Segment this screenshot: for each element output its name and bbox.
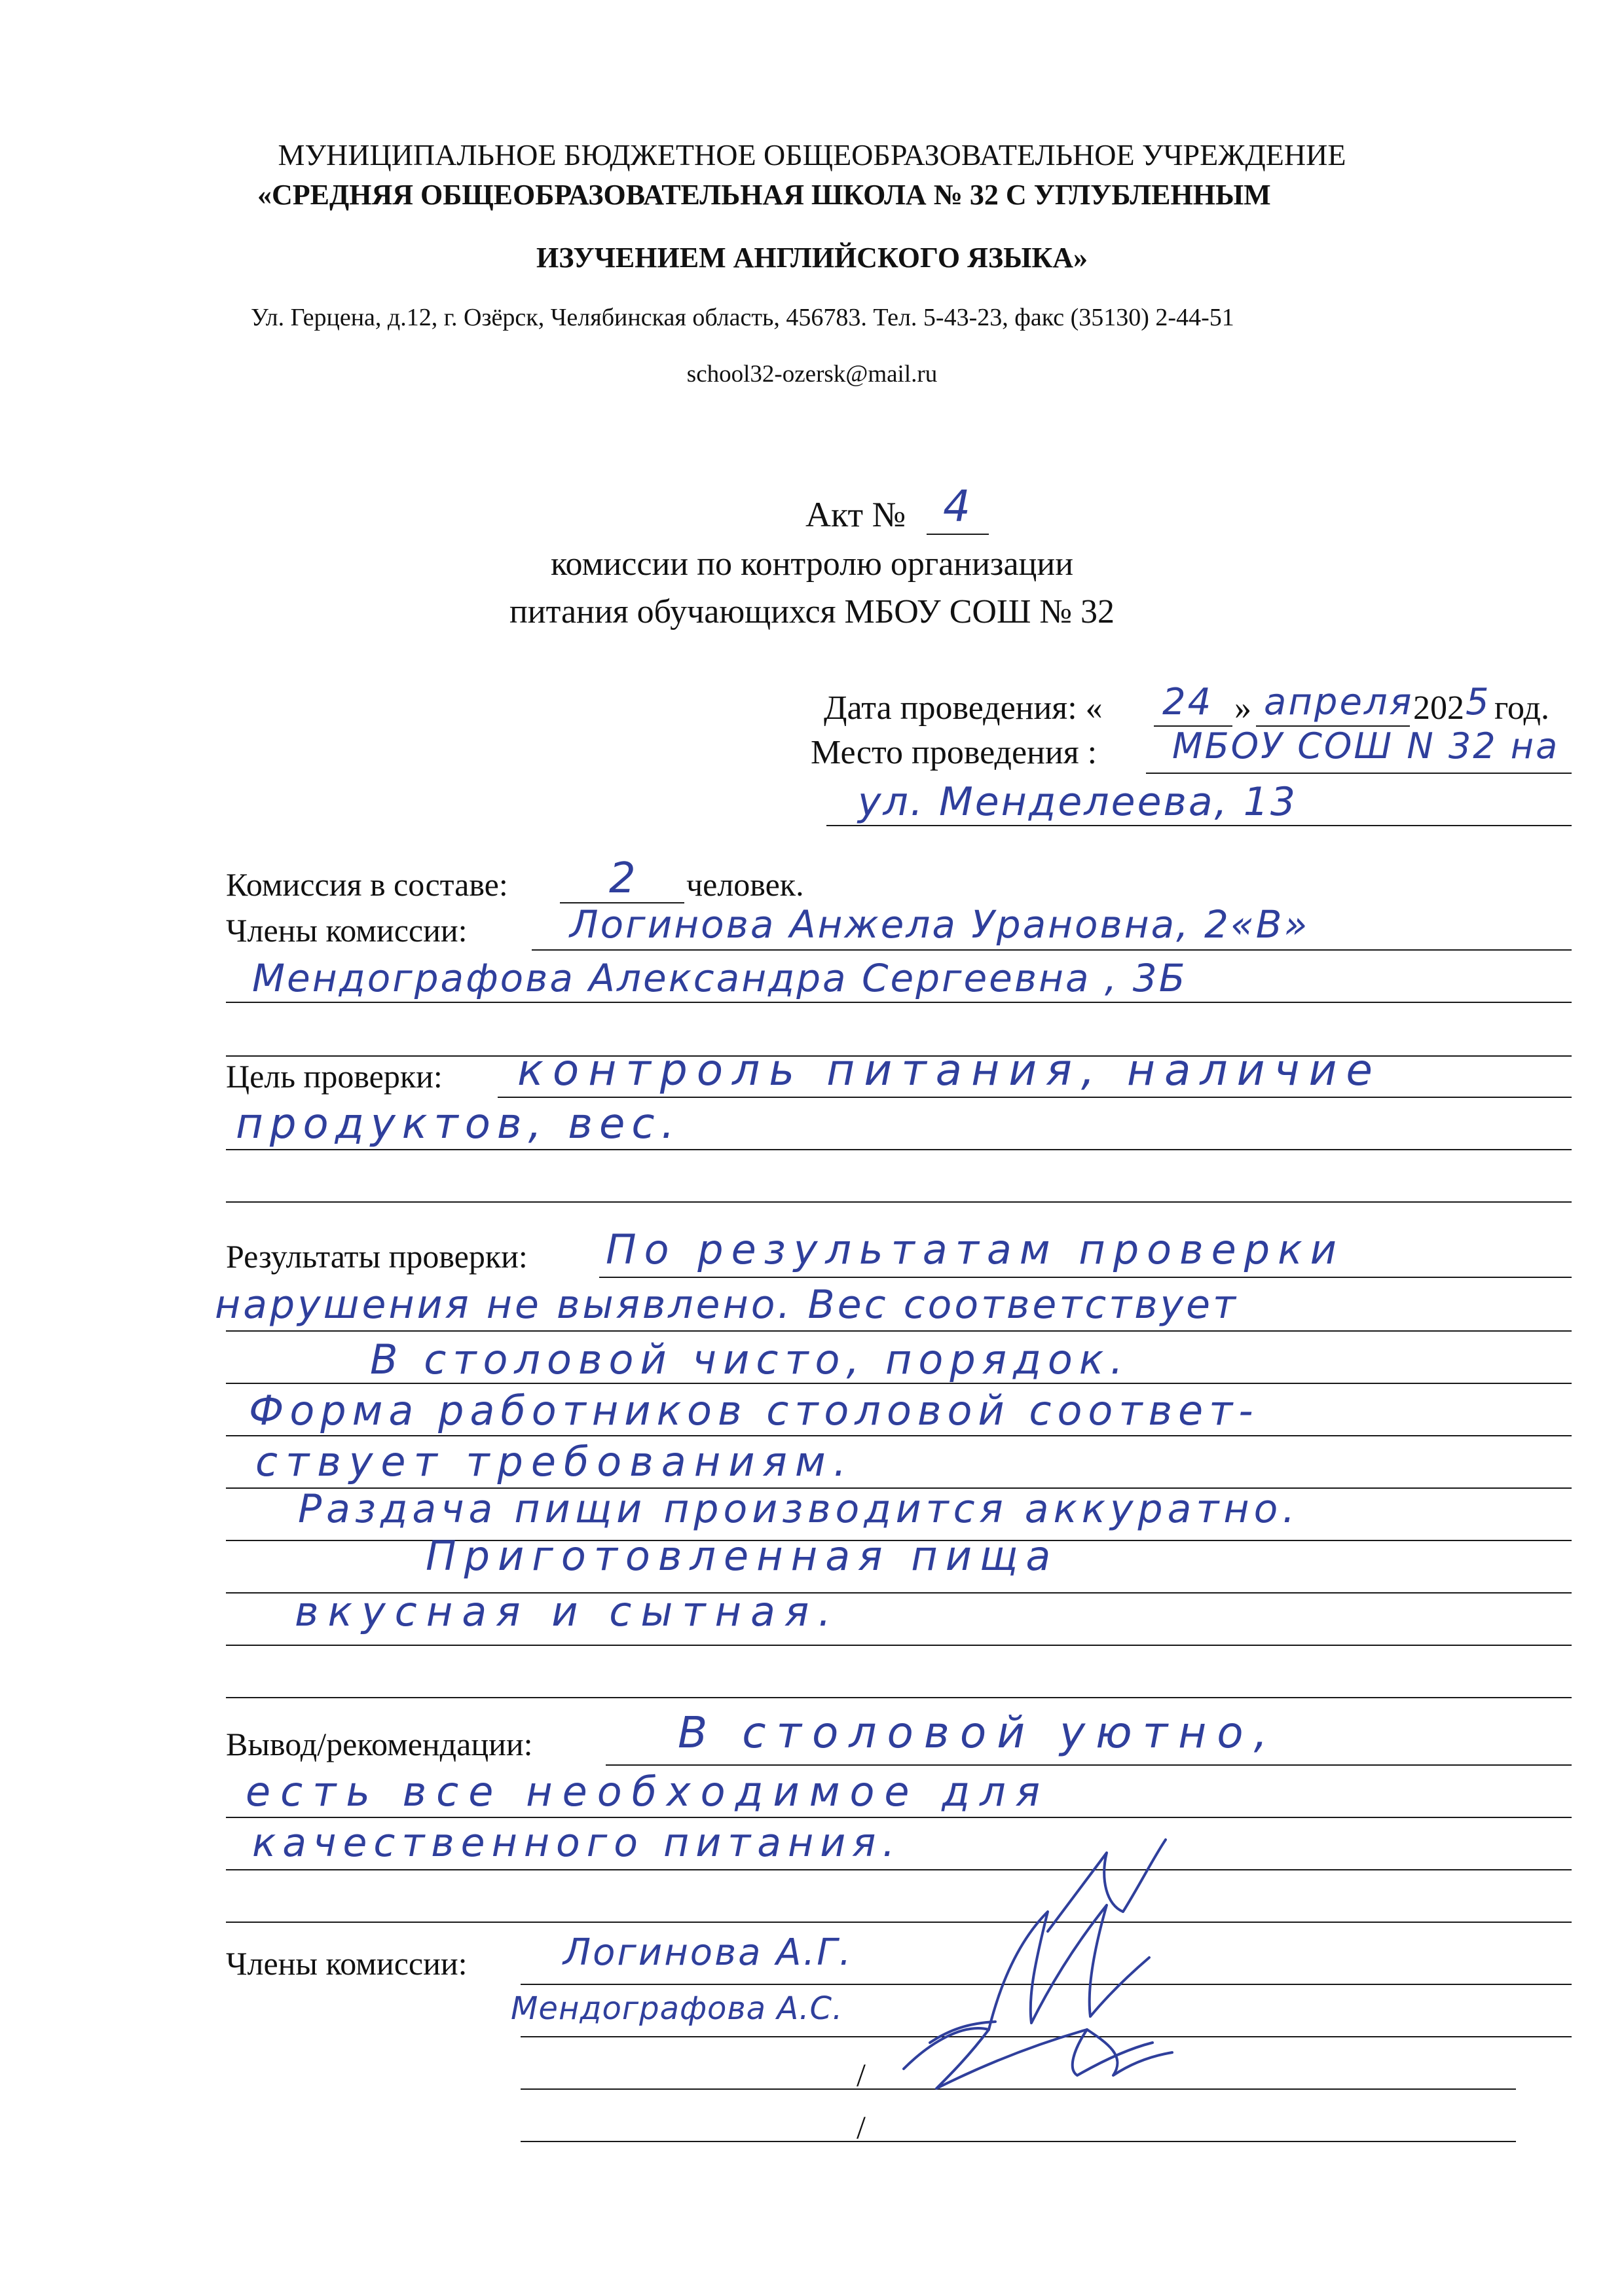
results-line-1	[599, 1277, 1572, 1278]
school-email: school32-ozersk@mail.ru	[686, 361, 938, 388]
results-text-line1: По результатам проверки	[606, 1226, 1344, 1273]
goal-line-2	[226, 1149, 1572, 1150]
results-label: Результаты проверки:	[226, 1238, 528, 1275]
conclusion-text-line2: есть все необходимое для	[246, 1768, 1050, 1815]
member-2: Мендографова Александра Сергеевна , 3Б	[252, 956, 1187, 1000]
members-label: Члены комиссии:	[226, 912, 468, 949]
conclusion-text-line3: качественного питания.	[252, 1820, 902, 1866]
results-text-line4: Форма работников столовой соответ-	[249, 1387, 1259, 1434]
date-day: 24	[1162, 681, 1213, 723]
conclusion-line-1	[606, 1764, 1572, 1766]
members-line-1	[532, 949, 1572, 951]
members-line-2	[226, 1002, 1572, 1003]
results-line-8	[226, 1645, 1572, 1646]
goal-text-line2: продуктов, вес.	[236, 1100, 681, 1148]
conclusion-text-line1: В столовой уютно,	[678, 1707, 1278, 1758]
school-name-line2: «СРЕДНЯЯ ОБЩЕОБРАЗОВАТЕЛЬНАЯ ШКОЛА № 32 С УГЛУБЛЕННЫМ	[257, 179, 1271, 211]
school-name-line3: ИЗУЧЕНИЕМ АНГЛИЙСКОГО ЯЗЫКА»	[536, 242, 1088, 274]
signatures-label: Члены комиссии:	[226, 1945, 468, 1982]
act-label: Акт №	[805, 495, 906, 534]
results-text-line7: Приготовленная пища	[426, 1532, 1059, 1580]
results-line-2	[226, 1330, 1572, 1332]
results-text-line2: нарушения не выявлено. Вес соответствует	[215, 1282, 1238, 1328]
date-month: апреля	[1264, 681, 1414, 723]
commission-count: 2	[609, 854, 638, 903]
commission-suffix: человек.	[686, 866, 804, 903]
date-year-prefix: 202	[1413, 689, 1464, 727]
goal-line-1	[498, 1097, 1572, 1098]
date-label: Дата проведения: «	[824, 689, 1103, 727]
act-number: 4	[943, 481, 972, 532]
signature-slash-4: /	[857, 2109, 866, 2145]
results-text-line5: ствует требованиям.	[255, 1438, 855, 1485]
school-name-line1: МУНИЦИПАЛЬНОЕ БЮДЖЕТНОЕ ОБЩЕОБРАЗОВАТЕЛЬНОЕ УЧРЕЖДЕНИЕ	[278, 138, 1346, 172]
signature-name-2: Мендографова А.С.	[511, 1990, 843, 2027]
place-text-line1: МБОУ СОШ N 32 на	[1172, 725, 1560, 767]
date-year-suffix: год.	[1494, 689, 1549, 727]
goal-label: Цель проверки:	[226, 1058, 443, 1095]
goal-text-line1: контроль питания, наличие	[517, 1045, 1382, 1095]
signature-slash-3: /	[857, 2056, 866, 2093]
commission-label: Комиссия в составе:	[226, 866, 508, 903]
results-line-4	[226, 1435, 1572, 1436]
place-line-2	[826, 825, 1572, 826]
results-text-line3: В столовой чисто, порядок.	[370, 1336, 1130, 1383]
date-close-quote: »	[1234, 689, 1251, 727]
signature-line-4	[521, 2141, 1516, 2142]
date-year-digit: 5	[1466, 681, 1491, 723]
place-label: Место проведения :	[811, 734, 1098, 771]
conclusion-label: Вывод/рекомендации:	[226, 1726, 533, 1762]
act-subtitle-line1: комиссии по контролю организации	[550, 545, 1074, 583]
act-subtitle-line2: питания обучающихся МБОУ СОШ № 32	[509, 593, 1115, 630]
place-text-line2: ул. Менделеева, 13	[858, 779, 1298, 825]
results-line-9	[226, 1697, 1572, 1698]
results-text-line6: Раздача пищи производится аккуратно.	[298, 1486, 1300, 1532]
school-address: Ул. Герцена, д.12, г. Озёрск, Челябинская область, 456783. Тел. 5-43-23, факс (35130) 2-44-51	[251, 304, 1234, 331]
member-1: Логинова Анжела Урановна, 2«В»	[570, 902, 1310, 947]
goal-line-3	[226, 1201, 1572, 1203]
results-text-line8: вкусная и сытная.	[295, 1588, 840, 1635]
signature-name-1: Логинова А.Г.	[563, 1931, 853, 1974]
place-line-1	[1146, 773, 1572, 774]
handwritten-signature	[891, 1781, 1205, 2121]
act-number-line	[927, 534, 989, 535]
